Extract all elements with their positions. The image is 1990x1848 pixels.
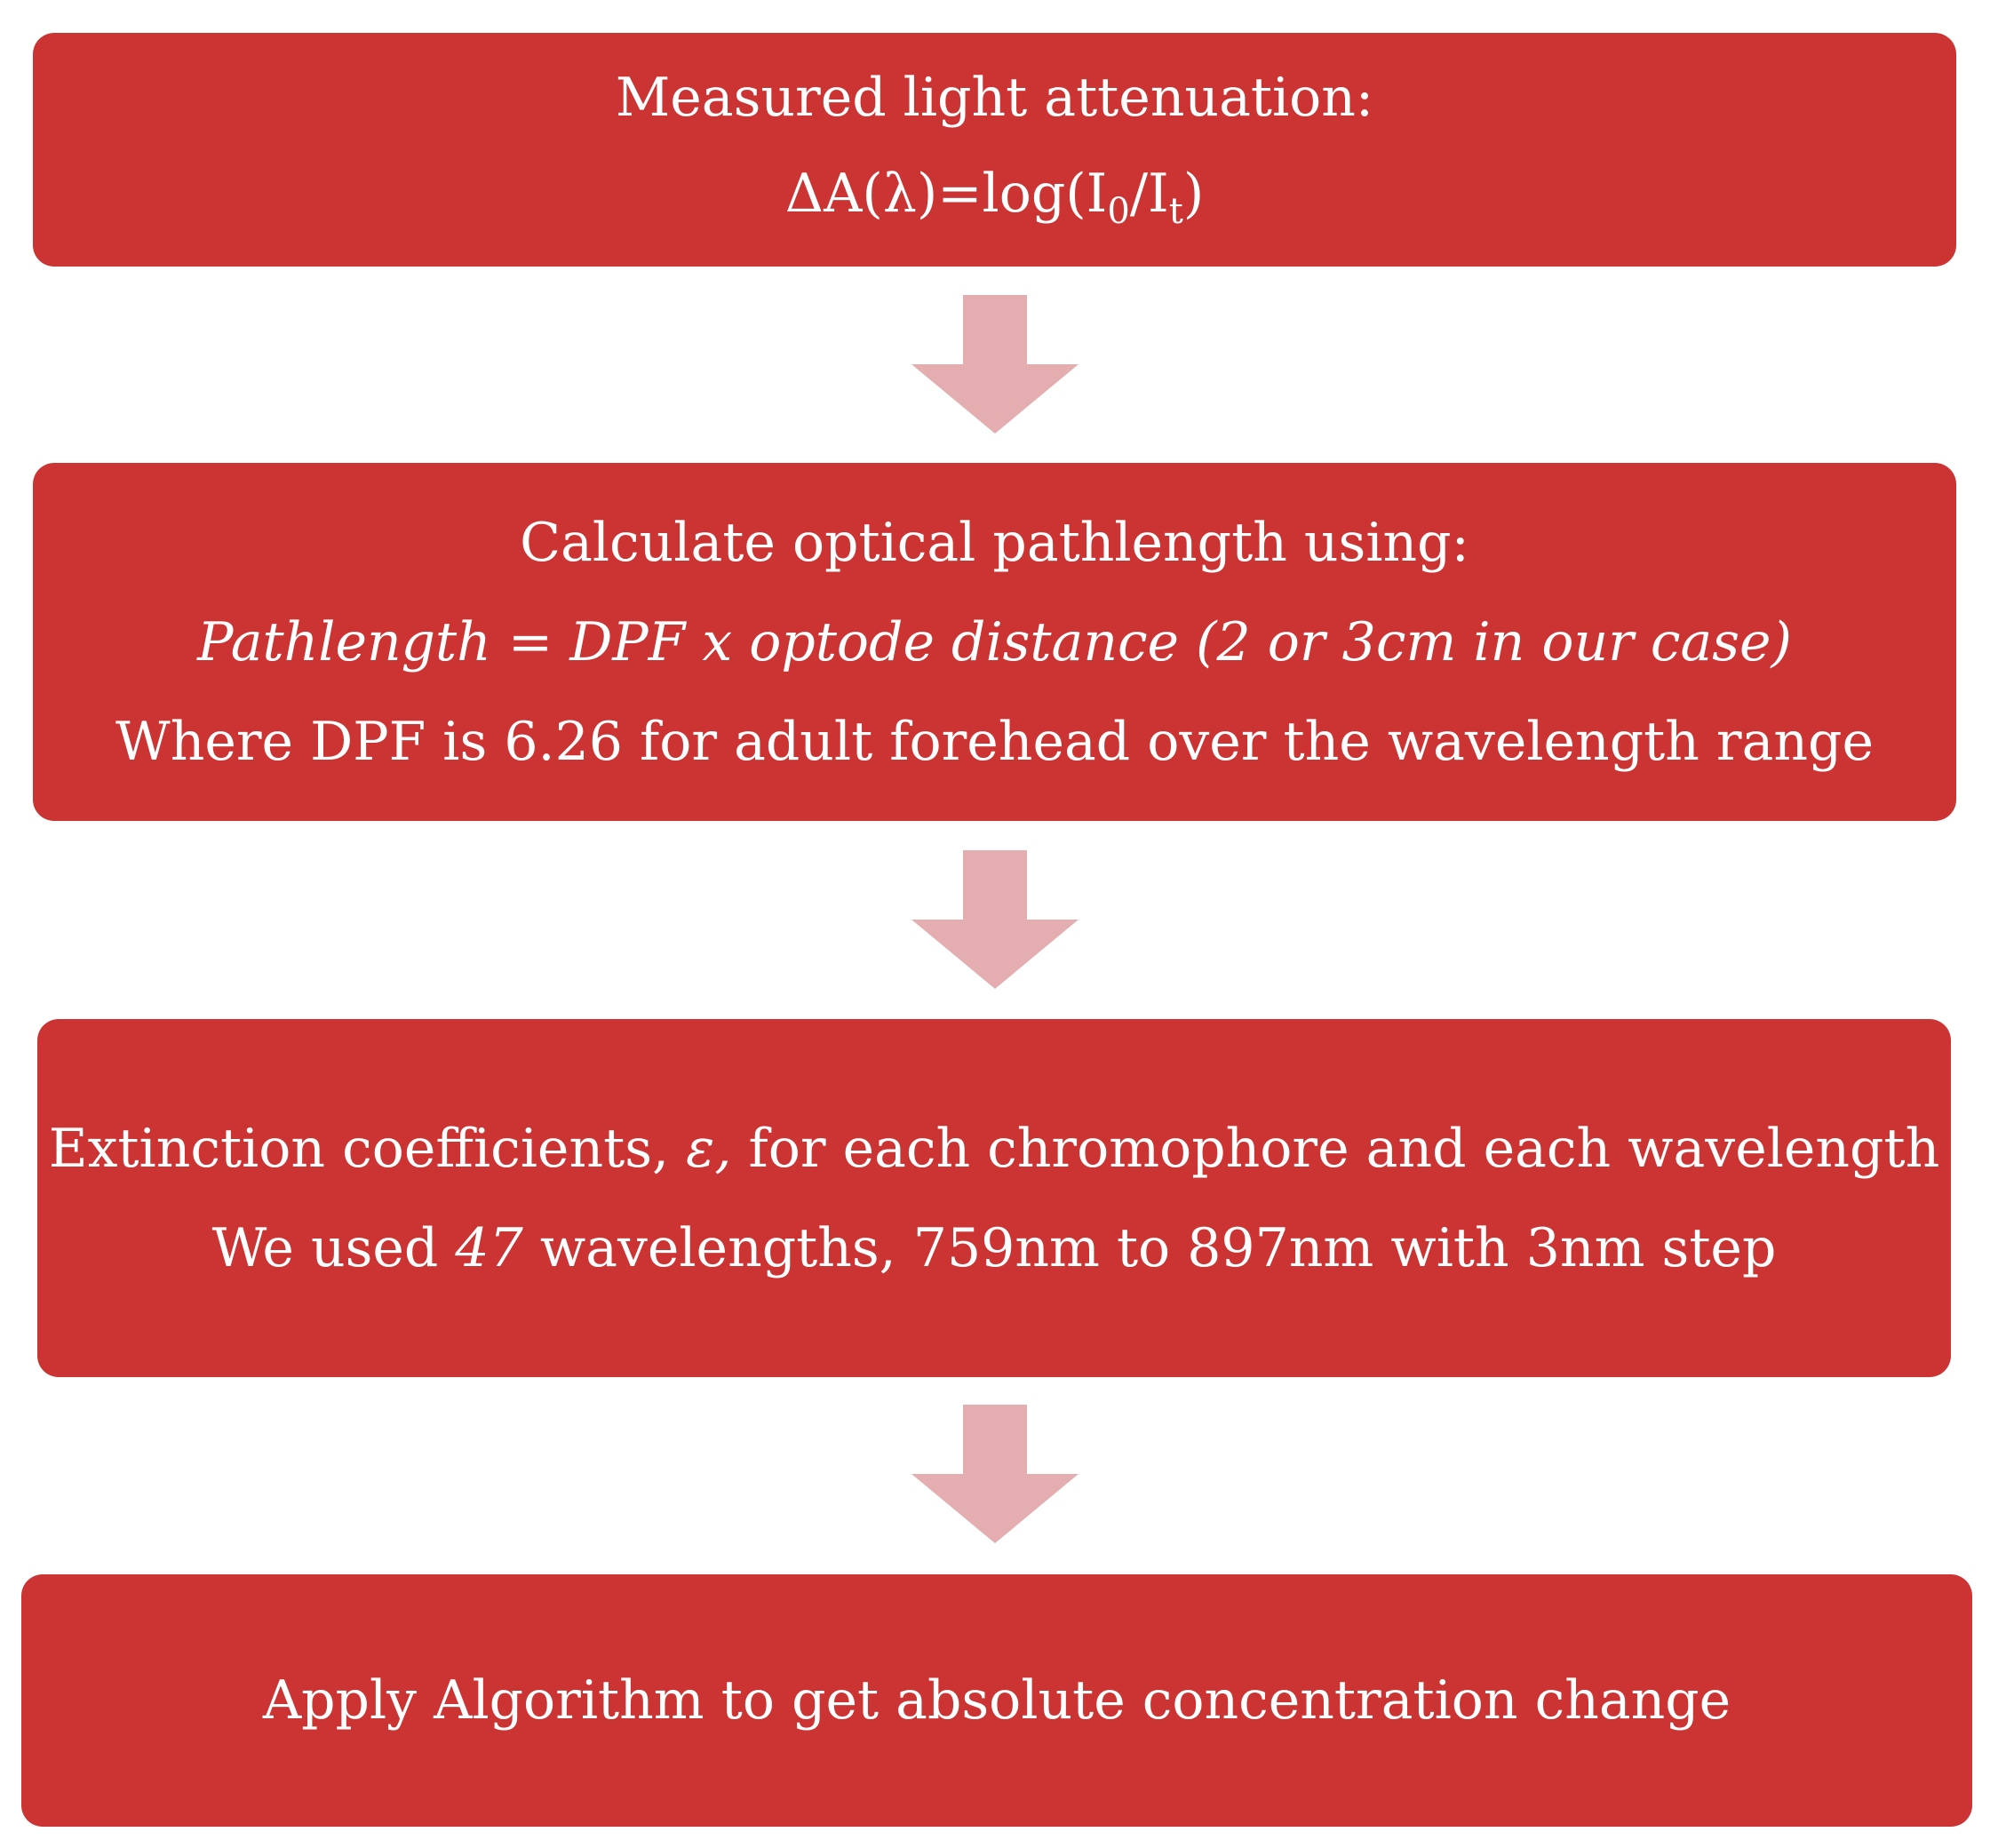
extinction-line-post: for each chromophore and each wavelength <box>731 1117 1940 1180</box>
step-4-title: Apply Algorithm to get absolute concentration change <box>262 1669 1731 1732</box>
wavelengths-line-pre: We used <box>211 1216 456 1279</box>
epsilon-symbol: ε, <box>686 1117 732 1180</box>
down-arrow-icon <box>911 1405 1079 1543</box>
pathlength-formula: Pathlength = DPF x optode distance (2 or 3cm in our case) <box>197 610 1792 673</box>
wavelengths-line-post: wavelengths, 759nm to 897nm with 3nm step <box>522 1216 1777 1279</box>
step-apply-algorithm <box>21 1574 1972 1827</box>
extinction-line <box>48 1117 1940 1180</box>
step-1-title: Measured light attenuation: <box>615 66 1374 129</box>
formula-sub-0: 0 <box>1107 190 1130 232</box>
step-measured-attenuation <box>33 33 1956 267</box>
down-arrow-icon <box>911 295 1079 434</box>
formula-sub-t: t <box>1168 190 1183 232</box>
formula-prefix: ΔA(λ)=log(I <box>784 162 1108 225</box>
step-2-title: Calculate optical pathlength using: <box>520 511 1469 574</box>
dpf-note: Where DPF is 6.26 for adult forehead over the wavelength range <box>115 710 1874 773</box>
wavelengths-line <box>211 1216 1777 1279</box>
extinction-line-pre: Extinction coefficients, <box>48 1117 687 1180</box>
formula-suffix: ) <box>1182 162 1205 225</box>
step-extinction-coefficients <box>37 1019 1951 1377</box>
attenuation-formula <box>784 162 1205 232</box>
formula-mid: /I <box>1129 162 1169 225</box>
step-optical-pathlength <box>33 463 1956 821</box>
wavelength-count: 47 <box>455 1216 523 1279</box>
down-arrow-icon <box>911 850 1079 989</box>
